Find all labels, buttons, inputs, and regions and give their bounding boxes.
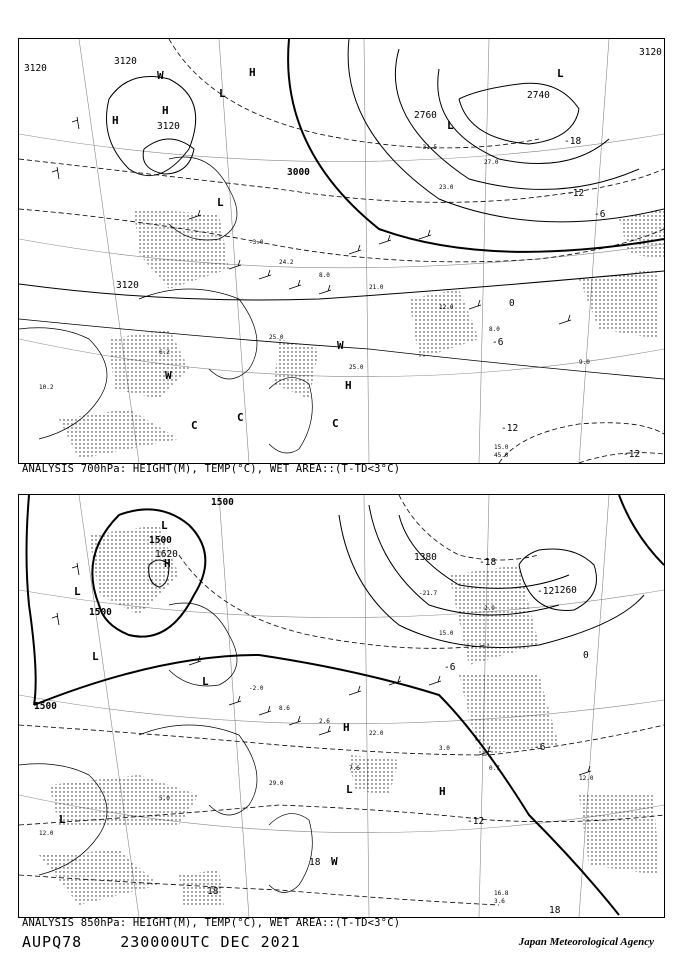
temperature-label: 18 (309, 857, 321, 868)
height-label: 1380 (414, 552, 437, 563)
system-marker: W (157, 69, 164, 82)
height-label: 1260 (554, 585, 577, 596)
height-label: 1500 (34, 701, 57, 712)
chart-id: AUPQ78 (22, 933, 83, 951)
system-marker: H (249, 66, 256, 79)
map-700hpa (19, 39, 664, 463)
map-850hpa (19, 495, 664, 917)
svg-text:2.9: 2.9 (484, 605, 495, 612)
svg-text:25.0: 25.0 (349, 364, 364, 371)
svg-text:10.2: 10.2 (39, 384, 54, 391)
temperature-label: -18 (479, 557, 497, 568)
system-marker: L (219, 87, 226, 100)
wet-area (39, 525, 659, 907)
svg-text:15.0: 15.0 (494, 444, 509, 451)
wind-barbs (52, 117, 571, 324)
svg-text:5.0: 5.0 (159, 795, 170, 802)
svg-text:2.6: 2.6 (319, 718, 330, 725)
height-contours (19, 39, 664, 379)
svg-text:8.6: 8.6 (279, 705, 290, 712)
svg-text:24.2: 24.2 (279, 259, 294, 266)
svg-text:15.0: 15.0 (439, 630, 454, 637)
system-marker: L (447, 119, 454, 132)
system-marker: L (346, 783, 353, 796)
system-marker: W (331, 855, 338, 868)
system-marker: C (191, 419, 198, 432)
svg-text:22.0: 22.0 (369, 730, 384, 737)
height-label: 3120 (157, 121, 180, 132)
valid-time: 230000UTC DEC 2021 (120, 933, 301, 951)
height-label: 3120 (639, 47, 662, 58)
temperature-label: -18 (564, 136, 582, 147)
svg-text:-31.5: -31.5 (419, 144, 438, 151)
coastline (19, 157, 312, 453)
height-label: 1620 (155, 549, 178, 560)
panel-caption-700hpa: ANALYSIS 700hPa: HEIGHT(M), TEMP(°C), WET AREA::(T-TD<3°C) (22, 463, 401, 475)
agency-name: Japan Meteorological Agency (518, 936, 654, 948)
height-label: 1500 (89, 607, 112, 618)
chart-footer (22, 933, 329, 951)
system-marker: H (345, 379, 352, 392)
temperature-label: -6 (534, 742, 546, 753)
system-marker: L (202, 675, 209, 688)
system-marker: H (162, 104, 169, 117)
height-label: 3120 (114, 56, 137, 67)
system-marker: L (92, 650, 99, 663)
temperature-label: 0 (583, 650, 589, 661)
system-marker: L (217, 196, 224, 209)
svg-text:8.0: 8.0 (319, 272, 330, 279)
svg-text:9.0: 9.0 (579, 359, 590, 366)
svg-text:23.0: 23.0 (439, 184, 454, 191)
temperature-label: 0 (509, 298, 515, 309)
system-marker: L (74, 585, 81, 598)
svg-text:29.0: 29.0 (269, 780, 284, 787)
temperature-label: -12 (467, 816, 485, 827)
svg-text:8.0: 8.0 (489, 326, 500, 333)
height-label: 1500 (211, 497, 234, 508)
svg-text:27.0: 27.0 (484, 159, 499, 166)
svg-text:-21.7: -21.7 (419, 590, 438, 597)
temperature-label: -6 (594, 209, 606, 220)
svg-text:21.0: 21.0 (369, 284, 384, 291)
svg-text:-2.0: -2.0 (249, 685, 264, 692)
system-marker: H (439, 785, 446, 798)
system-marker: H (343, 721, 350, 734)
system-marker: W (165, 369, 172, 382)
height-label: 3120 (116, 280, 139, 291)
height-label: 3000 (287, 167, 310, 178)
svg-text:12.0: 12.0 (439, 304, 454, 311)
system-marker: C (237, 411, 244, 424)
svg-text:6.2: 6.2 (159, 349, 170, 356)
temperature-label: 18 (549, 905, 561, 916)
wet-area (59, 209, 664, 459)
temperature-label: -6 (492, 337, 504, 348)
coastline (19, 603, 312, 893)
system-marker: W (337, 339, 344, 352)
temperature-label: -12 (623, 449, 641, 460)
system-marker: L (557, 67, 564, 80)
height-label: 1500 (149, 535, 172, 546)
system-marker: H (112, 114, 119, 127)
map-panel-700hpa (18, 38, 665, 464)
svg-text:12.0: 12.0 (579, 775, 594, 782)
system-marker: L (59, 813, 66, 826)
panel-caption-850hpa: ANALYSIS 850hPa: HEIGHT(M), TEMP(°C), WET AREA::(T-TD<3°C) (22, 917, 401, 929)
svg-text:7.6: 7.6 (349, 765, 360, 772)
height-label: 3120 (24, 63, 47, 74)
map-panel-850hpa (18, 494, 665, 918)
system-marker: L (161, 519, 168, 532)
temperature-label: -12 (537, 586, 555, 597)
svg-text:3.6: 3.6 (494, 898, 505, 905)
temperature-label: -6 (444, 662, 456, 673)
svg-text:3.0: 3.0 (439, 745, 450, 752)
svg-text:-3.0: -3.0 (249, 239, 264, 246)
height-label: 2740 (527, 90, 550, 101)
temperature-label: -12 (567, 188, 585, 199)
height-label: 2760 (414, 110, 437, 121)
temperature-label: 18 (207, 886, 219, 897)
system-marker: C (332, 417, 339, 430)
svg-text:16.8: 16.8 (494, 890, 509, 897)
system-marker: H (164, 557, 171, 570)
svg-text:25.0: 25.0 (269, 334, 284, 341)
svg-text:0.7: 0.7 (489, 765, 500, 772)
svg-text:45.0: 45.0 (494, 452, 509, 459)
svg-text:12.0: 12.0 (39, 830, 54, 837)
temperature-label: -12 (501, 423, 519, 434)
